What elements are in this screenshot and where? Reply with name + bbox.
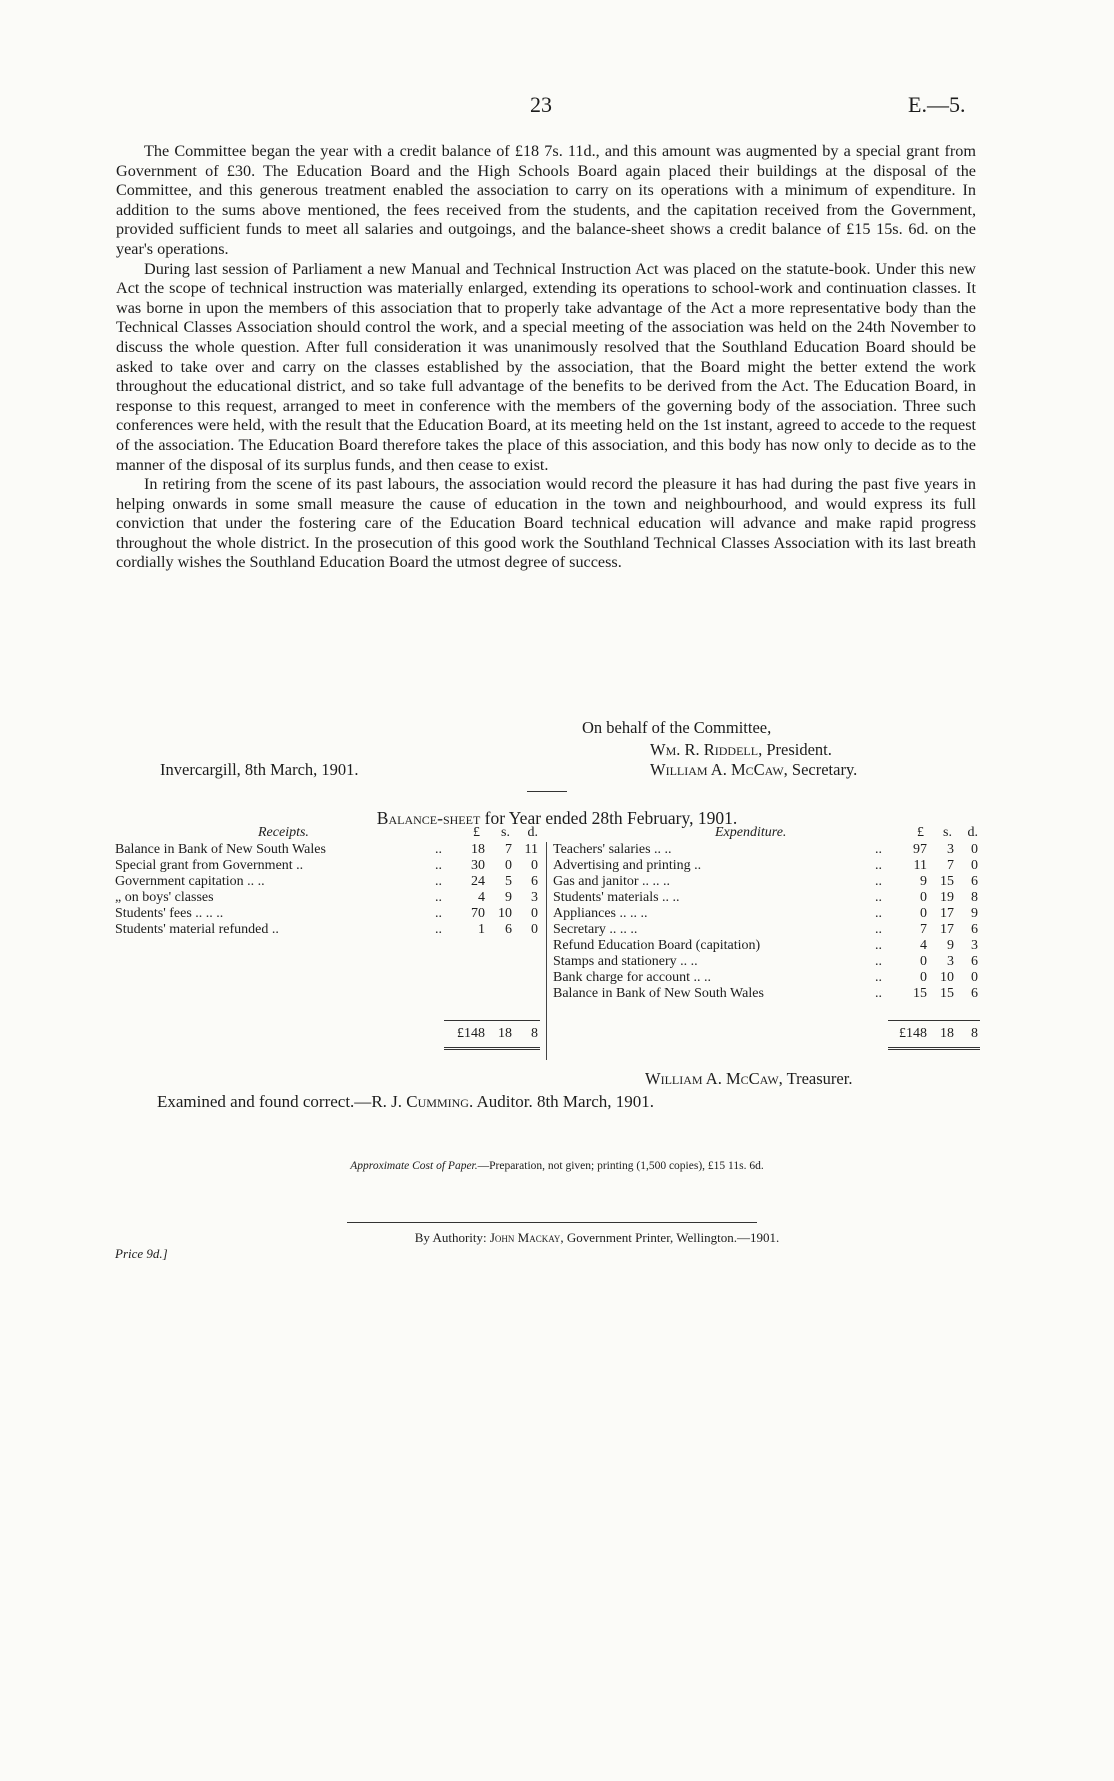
balance-sheet-title-sc: Balance-sheet xyxy=(376,808,481,828)
paragraph-2: During last session of Parliament a new Manual and Technical Instruction Act was placed on the statute-book. Under this new Act the scope of technical instruction was materially enlarged, extending its operations to school-work and continuation classes. It was borne in upon the members of this association that to properly take advantage of the Act a more representative body than the Technical Classes Association should control the work, and a special meeting of the association was held on the 24th November to discuss the whole question. After full consideration it was unanimously resolved that the Southland Education Board should be asked to take over and carry on the classes established by the association, that the Board might the better extend the work throughout the educational district, and so take full advantage of the benefits to be derived from the Act. The Education Board, in response to this request, arranged to meet in conference with the members of the governing body of the association. Three such conferences were held, with the result that the Education Board, at its meeting held on the 1st instant, agreed to accede to the request of the association. The Education Board therefore takes the place of this association, and this body has now only to decide as to the manner of the disposal of its surplus funds, and then cease to exist. xyxy=(116,259,976,474)
expenditure-double-line xyxy=(888,1047,980,1050)
expenditure-row-pounds: 9 xyxy=(920,874,927,889)
place-date: Invercargill, 8th March, 1901. xyxy=(160,760,359,779)
receipts-total-pence: 8 xyxy=(531,1026,538,1041)
receipts-sum-line xyxy=(444,1020,540,1021)
receipts-row-pence: 6 xyxy=(531,874,538,889)
receipts-row-label: Students' material refunded .. xyxy=(115,922,279,937)
receipts-row-pounds: 24 xyxy=(471,874,485,889)
secretary-title: , Secretary. xyxy=(783,760,858,779)
expenditure-row-label: Balance in Bank of New South Wales xyxy=(553,986,764,1001)
signature-behalf: On behalf of the Committee, xyxy=(582,718,772,737)
expenditure-row-pounds: 0 xyxy=(920,906,927,921)
expenditure-row-label: Gas and janitor .. .. .. xyxy=(553,874,671,889)
treasurer-name: William A. McCaw xyxy=(645,1069,779,1088)
expenditure-row-leader: .. xyxy=(875,890,882,905)
treasurer-title: , Treasurer. xyxy=(778,1069,853,1088)
printer-name: John Mackay xyxy=(489,1230,561,1245)
expenditure-total-pounds: £148 xyxy=(899,1026,927,1041)
expenditure-row-pounds: 7 xyxy=(920,922,927,937)
expenditure-shilling-header: s. xyxy=(943,825,952,840)
receipts-row-label: Government capitation .. .. xyxy=(115,874,265,889)
expenditure-row-label: Appliances .. .. .. xyxy=(553,906,648,921)
expenditure-row-pence: 6 xyxy=(971,874,978,889)
expenditure-row-pence: 8 xyxy=(971,890,978,905)
president-name: Wm. R. Riddell xyxy=(650,740,759,759)
expenditure-row-pounds: 0 xyxy=(920,890,927,905)
expenditure-row-pence: 6 xyxy=(971,922,978,937)
expenditure-row-leader: .. xyxy=(875,874,882,889)
expenditure-row-pence: 0 xyxy=(971,970,978,985)
expenditure-row-leader: .. xyxy=(875,954,882,969)
receipts-row-pence: 0 xyxy=(531,906,538,921)
expenditure-row-shillings: 3 xyxy=(947,954,954,969)
expenditure-row-leader: .. xyxy=(875,986,882,1001)
receipts-row-shillings: 9 xyxy=(505,890,512,905)
expenditure-row-shillings: 15 xyxy=(940,874,954,889)
receipts-row-pounds: 1 xyxy=(478,922,485,937)
receipts-pound-header: £ xyxy=(473,825,480,840)
receipts-row-leader: .. xyxy=(435,874,442,889)
expenditure-row-shillings: 9 xyxy=(947,938,954,953)
receipts-row-label: Special grant from Government .. xyxy=(115,858,304,873)
expenditure-row-leader: .. xyxy=(875,858,882,873)
receipts-row-label: Balance in Bank of New South Wales xyxy=(115,842,326,857)
expenditure-row-leader: .. xyxy=(875,970,882,985)
receipts-row-pounds: 30 xyxy=(471,858,485,873)
expenditure-row-label: Stamps and stationery .. .. xyxy=(553,954,698,969)
expenditure-row-label: Teachers' salaries .. .. xyxy=(553,842,672,857)
expenditure-row-shillings: 10 xyxy=(940,970,954,985)
receipts-row-shillings: 7 xyxy=(505,842,512,857)
expenditure-row-label: Students' materials .. .. xyxy=(553,890,680,905)
expenditure-row-shillings: 7 xyxy=(947,858,954,873)
footer-divider xyxy=(347,1222,757,1223)
receipts-double-line xyxy=(444,1047,540,1050)
receipts-row-label: Students' fees .. .. .. xyxy=(115,906,224,921)
expenditure-row-pence: 6 xyxy=(971,954,978,969)
receipts-row-pounds: 70 xyxy=(471,906,485,921)
expenditure-total-pence: 8 xyxy=(971,1026,978,1041)
cost-label: Approximate Cost of Paper. xyxy=(350,1160,478,1172)
receipts-row-pounds: 4 xyxy=(478,890,485,905)
expenditure-row-label: Bank charge for account .. .. xyxy=(553,970,711,985)
column-divider xyxy=(546,842,547,1060)
price: Price 9d.] xyxy=(115,1246,168,1261)
receipts-row-shillings: 10 xyxy=(498,906,512,921)
expenditure-row-label: Secretary .. .. .. xyxy=(553,922,638,937)
document-reference: E.—5. xyxy=(908,92,966,117)
receipts-row-leader: .. xyxy=(435,922,442,937)
expenditure-row-shillings: 17 xyxy=(940,922,954,937)
expenditure-row-pounds: 97 xyxy=(913,842,927,857)
expenditure-row-pence: 6 xyxy=(971,986,978,1001)
expenditure-row-leader: .. xyxy=(875,906,882,921)
auditor-suffix: . Auditor. 8th March, 1901. xyxy=(468,1092,655,1111)
receipts-row-shillings: 0 xyxy=(505,858,512,873)
expenditure-row-pounds: 15 xyxy=(913,986,927,1001)
page-number: 23 xyxy=(530,92,552,117)
expenditure-sum-line xyxy=(888,1020,980,1021)
receipts-row-shillings: 5 xyxy=(505,874,512,889)
receipts-row-shillings: 6 xyxy=(505,922,512,937)
expenditure-pence-header: d. xyxy=(967,825,978,840)
receipts-shilling-header: s. xyxy=(501,825,510,840)
expenditure-row-shillings: 19 xyxy=(940,890,954,905)
secretary-name: William A. McCaw xyxy=(650,760,784,779)
expenditure-row-shillings: 15 xyxy=(940,986,954,1001)
receipts-row-leader: .. xyxy=(435,842,442,857)
receipts-heading: Receipts. xyxy=(258,825,309,840)
receipts-row-leader: .. xyxy=(435,858,442,873)
expenditure-row-pence: 0 xyxy=(971,842,978,857)
receipts-pence-header: d. xyxy=(527,825,538,840)
expenditure-total-shillings: 18 xyxy=(940,1026,954,1041)
paragraph-1: The Committee began the year with a credit balance of £18 7s. 11d., and this amount was augmented by a special grant from Government of £30. The Education Board and the High Schools Board again placed their buildings at the disposal of the Committee, and this generous treatment enabled the association to carry on its operations with a minimum of expenditure. In addition to the sums above mentioned, the fees received from the students, and the capitation received from the Government, provided sufficient funds to meet all salaries and outgoings, and the balance-sheet shows a credit balance of £15 15s. 6d. on the year's operations. xyxy=(116,142,976,258)
receipts-row-pounds: 18 xyxy=(471,842,485,857)
president-title: , President. xyxy=(758,740,832,759)
treasurer-signature xyxy=(645,1069,852,1089)
expenditure-row-label: Advertising and printing .. xyxy=(553,858,702,873)
expenditure-row-pounds: 0 xyxy=(920,954,927,969)
paragraph-3: In retiring from the scene of its past labours, the association would record the pleasure it has had during the past five years in helping onwards in some small measure the cause of education in the town and neighbourhood, and would express its full conviction that under the fostering care of the Education Board technical education will advance and make rapid progress throughout the whole district. In the prosecution of this good work the Southland Technical Classes Association with its last breath cordially wishes the Southland Education Board the utmost degree of success. xyxy=(116,475,976,572)
authority-prefix: By Authority: xyxy=(414,1230,490,1245)
expenditure-row-pounds: 4 xyxy=(920,938,927,953)
cost-of-paper xyxy=(0,1160,1114,1172)
receipts-row-leader: .. xyxy=(435,890,442,905)
auditor-name: R. J. Cumming xyxy=(371,1092,469,1111)
cost-text: —Preparation, not given; printing (1,500 copies), £15 11s. 6d. xyxy=(477,1160,764,1172)
auditor-statement xyxy=(157,1092,654,1112)
expenditure-row-leader: .. xyxy=(875,922,882,937)
expenditure-row-shillings: 17 xyxy=(940,906,954,921)
expenditure-row-leader: .. xyxy=(875,938,882,953)
expenditure-row-pence: 9 xyxy=(971,906,978,921)
receipts-total-pounds: £148 xyxy=(457,1026,485,1041)
receipts-total-shillings: 18 xyxy=(498,1026,512,1041)
authority-suffix: , Government Printer, Wellington.—1901. xyxy=(560,1230,780,1245)
balance-sheet-title-rest: for Year ended 28th February, 1901. xyxy=(480,808,738,828)
expenditure-row-shillings: 3 xyxy=(947,842,954,857)
receipts-row-pence: 0 xyxy=(531,858,538,873)
expenditure-row-label: Refund Education Board (capitation) xyxy=(553,938,761,953)
receipts-row-pence: 11 xyxy=(524,842,538,857)
expenditure-row-pounds: 0 xyxy=(920,970,927,985)
printer-authority xyxy=(0,1230,1114,1246)
expenditure-pound-header: £ xyxy=(917,825,924,840)
auditor-prefix: Examined and found correct.— xyxy=(157,1092,372,1111)
expenditure-row-pence: 0 xyxy=(971,858,978,873)
receipts-row-pence: 0 xyxy=(531,922,538,937)
expenditure-row-leader: .. xyxy=(875,842,882,857)
expenditure-heading: Expenditure. xyxy=(715,825,787,840)
receipts-row-leader: .. xyxy=(435,906,442,921)
expenditure-row-pounds: 11 xyxy=(913,858,927,873)
receipts-row-label: „ on boys' classes xyxy=(115,890,214,905)
expenditure-row-pence: 3 xyxy=(971,938,978,953)
receipts-row-pence: 3 xyxy=(531,890,538,905)
